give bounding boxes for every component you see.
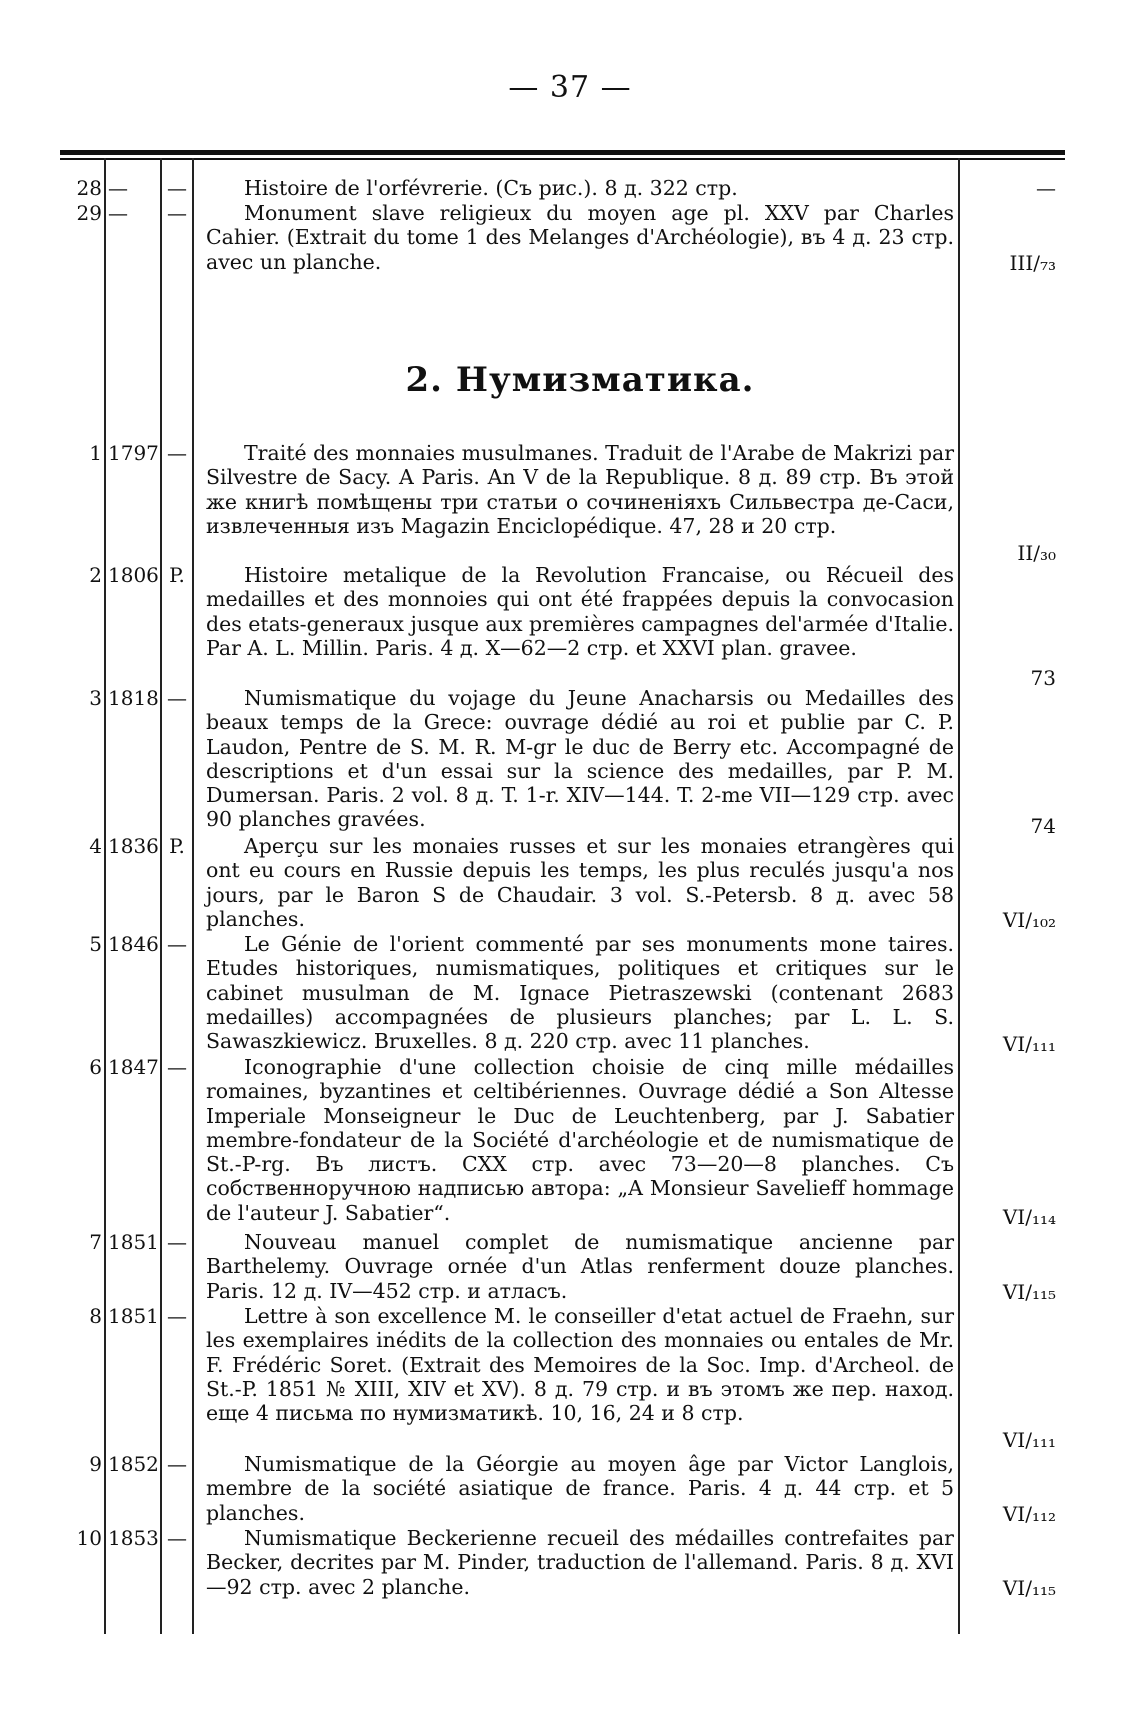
entry-year: — — [108, 201, 128, 225]
entry-mark: — — [167, 1304, 187, 1328]
entry-number: 2 — [89, 563, 102, 587]
header-subrule — [60, 158, 1065, 160]
entry-year: 1847 — [108, 1055, 159, 1079]
entry-number: 9 — [89, 1452, 102, 1476]
entry-shelfmark: 74 — [1030, 814, 1056, 838]
entry-mark: P. — [169, 563, 185, 587]
entry-shelfmark: II/₃₀ — [1017, 541, 1056, 565]
entry-mark: P. — [169, 834, 185, 858]
entry-mark: — — [167, 932, 187, 956]
entry-description: Monument slave religieux du moyen age pl. XXV par Charles Cahier. (Extrait du tome 1 des Melanges d'Archéologie), въ 4 д. 23 стр. avec un planche. — [206, 201, 954, 274]
entry-description: Le Génie de l'orient commenté par ses monuments mone taires. Etudes historiques, numismatiques, politiques et critiques sur le cabinet musulman de M. Ignace Pietraszewski (contenant 2683 medailles) accompagnées de plusieurs planches; par L. L. S. Sawaszkiewicz. Bruxelles. 8 д. 220 стр. avec 11 planches. — [206, 932, 954, 1054]
entry-number: 10 — [76, 1526, 102, 1550]
entry-shelfmark: — — [1036, 176, 1056, 200]
entry-shelfmark: VI/₁₀₂ — [1002, 908, 1056, 932]
entry-mark: — — [167, 176, 187, 200]
header-rule — [60, 150, 1065, 155]
entry-description: Histoire metalique de la Revolution Francaise, ou Récueil des medailles et des monnoies qui ont été frappées depuis la convocasion des etats-generaux jusque aux premières campagnes del'armée d'Italie. Par A. L. Millin. Paris. 4 д. X—62—2 стр. et XXVI plan. gravee. — [206, 563, 954, 660]
entry-description: Numismatique de la Géorgie au moyen âge par Victor Langlois, membre de la société asiatique de france. Paris. 4 д. 44 стр. et 5 planches. — [206, 1452, 954, 1525]
entry-number: 7 — [89, 1230, 102, 1254]
entry-description: Numismatique Beckerienne recueil des médailles contrefaites par Becker, decrites par M. Pinder, traduction de l'allemand. Paris. 8 д. XVI—92 стр. avec 2 planche. — [206, 1526, 954, 1599]
entry-year: 1818 — [108, 686, 159, 710]
entry-shelfmark: VI/₁₁₁ — [1002, 1428, 1056, 1452]
column-divider — [958, 158, 960, 1634]
entry-year: — — [108, 176, 128, 200]
entry-shelfmark: VI/₁₁₁ — [1002, 1032, 1056, 1056]
section-title: 2. Нумизматика. — [405, 360, 755, 400]
entry-number: 29 — [76, 201, 102, 225]
entry-number: 5 — [89, 932, 102, 956]
entry-description: Traité des monnaies musulmanes. Traduit de l'Arabe de Makrizi par Silvestre de Sacy. A Paris. An V de la Republique. 8 д. 89 стр. Въ этой же книгѣ помѣщены три статьи о сочиненіяхъ Сильвестра де-Саси, извлеченныя изъ Magazin Enciclopédique. 47, 28 и 20 стр. — [206, 441, 954, 538]
entry-description: Iconographie d'une collection choisie de cinq mille médailles romaines, byzantines et celtibériennes. Ouvrage dédié a Son Altesse Imperiale Monseigneur le Duc de Leuchtenberg, par J. Sabatier membre-fondateur de la Société d'archéologie et de numismatique de St.-P-rg. Въ листъ. CXX стр. avec 73—20—8 planches. Съ собственноручною надписью автора: „A Monsieur Savelieff hommage de l'auteur J. Sabatier“. — [206, 1055, 954, 1225]
entry-year: 1853 — [108, 1526, 159, 1550]
entry-description: Numismatique du vojage du Jeune Anacharsis ou Medailles des beaux temps de la Grece: ouvrage dédié au roi et publie par C. P. Laudon, Pentre de S. M. R. M-gr le duc de Berry etc. Accompagné de descriptions et d'un essai sur la science des medailles, par P. M. Dumersan. Paris. 2 vol. 8 д. T. 1-r. XIV—144. T. 2-me VII—129 стр. avec 90 planches gravées. — [206, 686, 954, 832]
entry-shelfmark: VI/₁₁₂ — [1002, 1502, 1056, 1526]
entry-description: Lettre à son excellence M. le conseiller d'etat actuel de Fraehn, sur les exemplaires inédits de la collection des monnaies ou entales de Mr. F. Frédéric Soret. (Extrait des Memoires de la Soc. Imp. d'Archeol. de St.-P. 1851 № XIII, XIV et XV). 8 д. 79 стр. и въ этомъ же пер. наход. еще 4 письма по нумизматикѣ. 10, 16, 24 и 8 стр. — [206, 1304, 954, 1426]
entry-number: 3 — [89, 686, 102, 710]
entry-number: 28 — [76, 176, 102, 200]
entry-mark: — — [167, 201, 187, 225]
entry-mark: — — [167, 686, 187, 710]
entry-year: 1846 — [108, 932, 159, 956]
entry-year: 1836 — [108, 834, 159, 858]
entry-year: 1797 — [108, 441, 159, 465]
column-divider — [104, 158, 106, 1634]
entry-description: Nouveau manuel complet de numismatique ancienne par Barthelemy. Ouvrage ornée d'un Atlas renferment douze planches. Paris. 12 д. IV—452 стр. и атласъ. — [206, 1230, 954, 1303]
entry-year: 1851 — [108, 1304, 159, 1328]
entry-number: 6 — [89, 1055, 102, 1079]
entry-shelfmark: 73 — [1030, 666, 1056, 690]
entry-year: 1852 — [108, 1452, 159, 1476]
entry-mark: — — [167, 441, 187, 465]
entry-number: 8 — [89, 1304, 102, 1328]
entry-year: 1851 — [108, 1230, 159, 1254]
entry-number: 1 — [89, 441, 102, 465]
entry-mark: — — [167, 1452, 187, 1476]
column-divider — [160, 158, 162, 1634]
entry-description: Aperçu sur les monaies russes et sur les monaies etrangères qui ont eu cours en Russie depuis les temps, les plus reculés jusqu'a nos jours, par le Baron S de Chaudair. 3 vol. S.-Petersb. 8 д. avec 58 planches. — [206, 834, 954, 931]
entry-mark: — — [167, 1526, 187, 1550]
column-divider — [192, 158, 194, 1634]
entry-shelfmark: VI/₁₁₄ — [1002, 1205, 1056, 1229]
entry-shelfmark: VI/₁₁₅ — [1002, 1280, 1056, 1304]
entry-year: 1806 — [108, 563, 159, 587]
entry-shelfmark: VI/₁₁₅ — [1002, 1576, 1056, 1600]
entry-mark: — — [167, 1230, 187, 1254]
entry-description: Histoire de l'orfévrerie. (Съ рис.). 8 д. 322 стр. — [244, 176, 738, 200]
entry-mark: — — [167, 1055, 187, 1079]
page-number: — 37 — — [508, 70, 632, 105]
entry-shelfmark: III/₇₃ — [1009, 251, 1056, 275]
entry-number: 4 — [89, 834, 102, 858]
